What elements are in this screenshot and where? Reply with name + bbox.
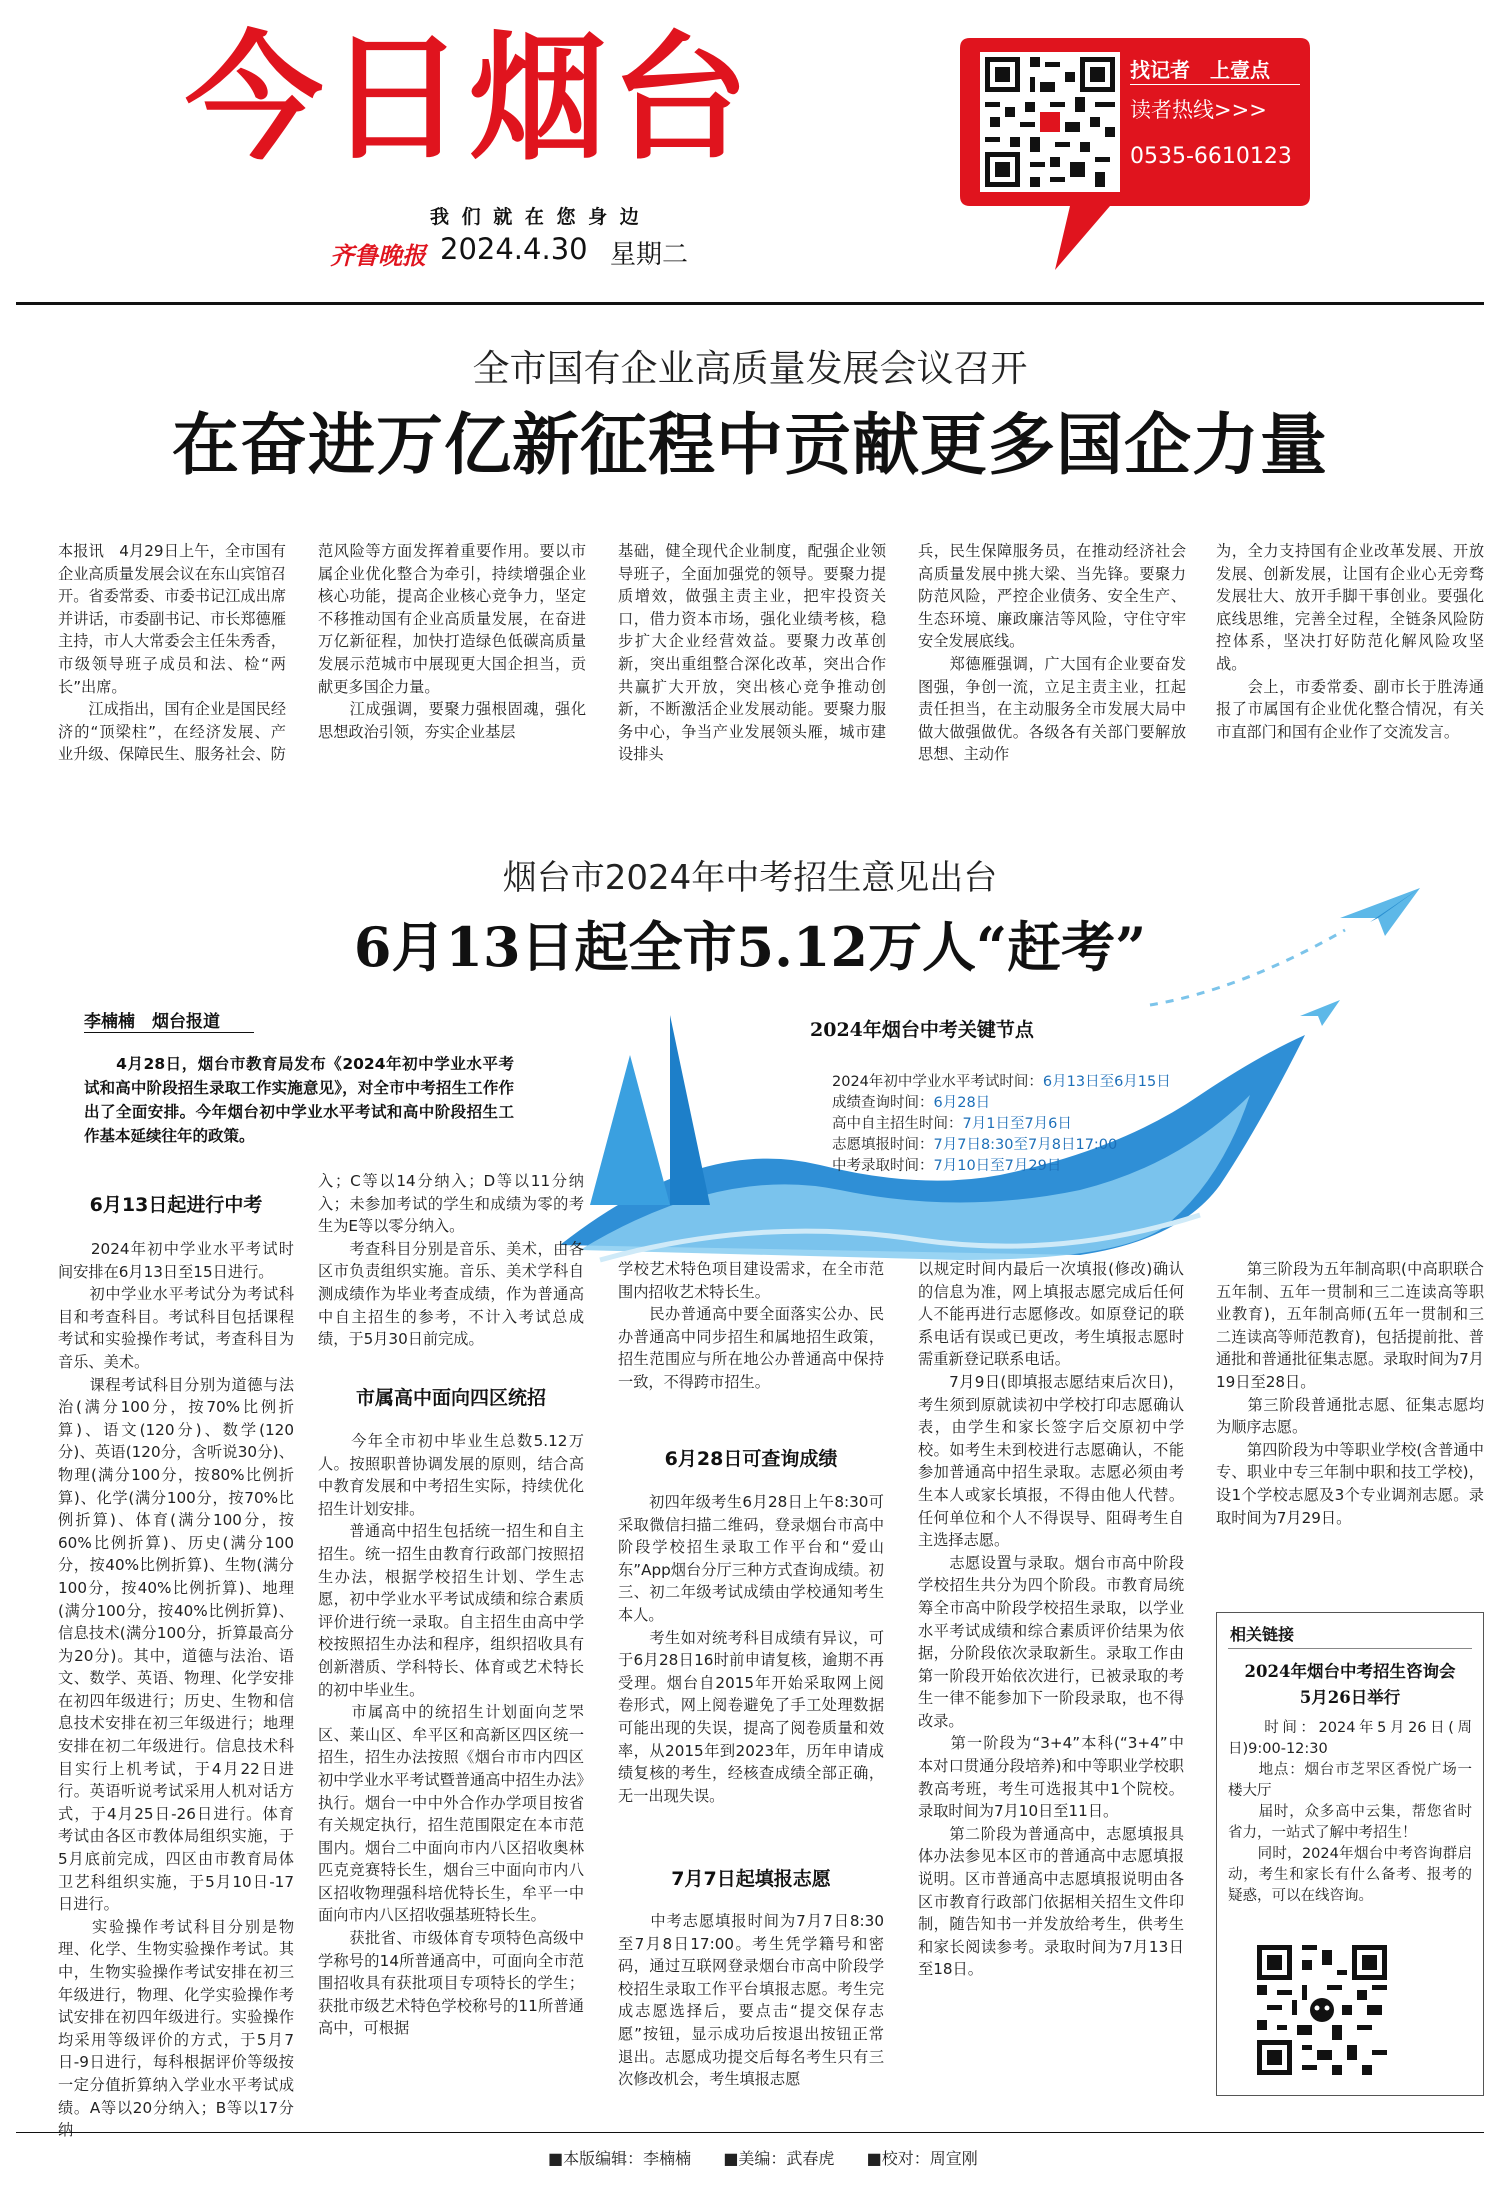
story2-kicker: 烟台市2024年中考招生意见出台 (502, 858, 998, 898)
story1-column-5: 为，全力支持国有企业改革发展、开放发展、创新发展，让国有企业心无旁骛发展壮大、放开手脚干事创业。要强化底线思维，完善全过程，全链条风险防控体系，坚决打好防范化解风险攻坚战。 会上，市委常委、副市长于胜涛通报了市属国有企业优化整合情况，有关市直部门和国有企业作了交流发言。 (1216, 542, 1484, 741)
bubble-divider (1130, 84, 1300, 85)
timeline-title: 2024年烟台中考关键节点 (810, 1019, 1034, 1041)
story2-column-4: 以规定时间内最后一次填报(修改)确认的信息为准，网上填报志愿完成后任何人不能再进行志愿修改。如原登记的联系电话有误或已更改，考生填报志愿时需重新登记联系电话。 7月9日(即填报志愿结束后次日)，考生须到原就读初中学校打印志愿确认表，由学生和家长签字后交原初中学校。如考生未到校进行志愿确认，不能参加普通高中招生录取。志愿必须由考生本人或家长填报，不得由他人代替。任何单位和个人不得误导、阻碍考生自主选择志愿。 志愿设置与录取。烟台市高中阶段学校招生共分为四个阶段。市教育局统筹全市高中阶段学校招生录取，以学业水平考试成绩和综合素质评价结果为依据，分阶段依次录取新生。录取工作由第一阶段开始依次进行，已被录取的考生一律不能参加下一阶段录取，也不得改录。 第一阶段为“3+4”本科(“3+4”中本对口贯通分段培养)和中等职业学校职教高考班，考生可选报其中1个院校。录取时间为7月10日至11日。 第二阶段为普通高中，志愿填报具体办法参见本区市的普通高中志愿填报说明。区市普通高中志愿填报说明由各区市教育行政部门依据相关招生文件印制，随告知书一并发放给考生，供考生和家长阅读参考。录取时间为7月13日至18日。 (918, 1260, 1184, 1979)
sidebar-title-2: 5月26日举行 (1299, 1688, 1401, 1707)
masthead (0, 0, 1500, 310)
subhead-application: 7月7日起填报志愿 (671, 1868, 831, 1890)
timeline-item (832, 1135, 1171, 1156)
timeline-item (832, 1156, 1171, 1177)
timeline-item-value: 6月13日至6月15日 (1042, 1074, 1171, 1090)
story2-column-3b: 初四年级考生6月28日上午8:30可采取微信扫描二维码，登录烟台市高中阶段学校招生录取工作平台和“爱山东”App烟台分厅三种方式查询成绩。初三、初二年级考试成绩由学校通知考生本人。 考生如对统考科目成绩有异议，可于6月28日16时前申请复核，逾期不再受理。烟台自2015年开始采取网上阅卷形式，网上阅卷避免了手工处理数据可能出现的失误，提高了阅卷质量和效率，从2015年到2023年，历年申请成绩复核的考生，经核查成绩全部正确，无一出现失误。 (618, 1493, 884, 1805)
story2-column-3a: 学校艺术特色项目建设需求，在全市范围内招收艺术特长生。 民办普通高中要全面落实公办、民办普通高中同步招生和属地招生政策，招生范围应与所在地公办普通高中保持一致，不得跨市招生。 (618, 1260, 884, 1391)
footer-designer: ■美编：武春虎 (723, 2149, 835, 2168)
footer-rule (16, 2132, 1484, 2133)
subhead-exam-date: 6月13日起进行中考 (89, 1194, 263, 1216)
story2-column-1: 2024年初中学业水平考试时间安排在6月13日至15日进行。 初中学业水平考试分为考试科目和考查科目。考试科目包括课程考试和实验操作考试，考查科目为音乐、美术。 课程考试科目分别为道德与法治(满分100分，按70%比例折算)、语文(120分)、数学(120分)、英语(120分，含听说30分)、物理(满分100分，按80%比例折算)、化学(满分100分，按70%比例折算)、体育(满分100分，按60%比例折算)、历史(满分100分，按40%比例折算)、生物(满分100分，按40%比例折算)、地理(满分100分，按40%比例折算)、信息技术(满分100分，折算最高分为20分)。其中，道德与法治、语文、数学、英语、物理、化学安排在初四年级进行；历史、生物和信息技术安排在初三年级进行；地理安排在初二年级进行。信息技术科目实行上机考试，于4月22日进行。英语听说考试采用人机对话方式，于4月25日-26日进行。体育考试由各区市教体局组织实施，于5月底前完成，四区由市教育局体卫艺科组织实施，于5月10日-17日进行。 实验操作考试科目分别是物理、化学、生物实验操作考试。其中，生物实验操作考试安排在初三年级进行，物理、化学实验操作考试安排在初四年级进行。实验操作均采用等级评价的方式，于5月7日-9日进行，每科根据评价等级按一定分值折算纳入学业水平考试成绩。A等以20分纳入；B等以17分纳 (58, 1240, 294, 2140)
timeline-item-label: 志愿填报时间： (832, 1137, 934, 1153)
sidebar-qr-code[interactable] (1252, 1940, 1392, 2080)
footer-credits (548, 2146, 978, 2169)
timeline-item-value: 7月10日至7月29日 (933, 1158, 1062, 1174)
byline-rule (84, 1032, 254, 1033)
masthead-qr-code[interactable] (980, 52, 1120, 192)
reporter-label: 找记者 上壹点 (1130, 58, 1270, 82)
story1-column-1: 本报讯 4月29日上午，全市国有企业高质量发展会议在东山宾馆召开。省委常委、市委书记江成出席并讲话，市委副书记、市长郑德雁主持，市人大常委会主任朱秀香，市级领导班子成员和法、检“两长”出席。 江成指出，国有企业是国民经济的“顶梁柱”，在经济发展、产业升级、保障民生、服务社会、防 (58, 542, 286, 764)
timeline-item-label: 中考录取时间： (832, 1158, 934, 1174)
story2-headline: 6月13日起全市5.12万人“赶考” (353, 915, 1147, 979)
sidebar-body: 时间：2024年5月26日(周日)9:00-12:30 地点：烟台市芝罘区香悦广场一楼大厅 届时，众多高中云集，帮您省时省力，一站式了解中考招生！ 同时，2024年烟台中考咨询群启动，考生和家长有什么备考、报考的疑惑，可以在线咨询。 (1228, 1720, 1472, 1904)
masthead-title: 今日烟台 (185, 16, 754, 179)
paper-name: 齐鲁晚报 (330, 241, 426, 270)
subhead-four-districts: 市属高中面向四区统招 (355, 1387, 546, 1409)
story1-headline: 在奋进万亿新征程中贡献更多国企力量 (172, 405, 1328, 484)
story2-column-5: 第三阶段为五年制高职(中高职联合五年制、五年一贯制和三二连读高等职业教育)，五年制高师(五年一贯制和三二连读高等师范教育)，包括提前批、普通批和普通批征集志愿。录取时间为7月19日至28日。 第三阶段普通批志愿、征集志愿均为顺序志愿。 第四阶段为中等职业学校(含普通中专、职业中专三年制中职和技工学校)，设1个学校志愿及3个专业调剂志愿。录取时间为7月29日。 (1216, 1260, 1484, 1527)
timeline-item-value: 7月7日8:30至7月8日17:00 (933, 1137, 1118, 1153)
story1-kicker: 全市国有企业高质量发展会议召开 (472, 347, 1028, 390)
subhead-score-query: 6月28日可查询成绩 (664, 1448, 838, 1470)
timeline-item-value: 7月1日至7月6日 (962, 1116, 1072, 1132)
timeline-item-label: 成绩查询时间： (832, 1095, 934, 1111)
timeline-item-label: 2024年初中学业水平考试时间： (832, 1074, 1043, 1090)
issue-weekday: 星期二 (610, 240, 689, 270)
masthead-slogan: 我 们 就 在 您 身 边 (430, 206, 642, 228)
story2-column-2a: 入；C等以14分纳入；D等以11分纳入；未参加考试的学生和成绩为零的考生为E等以零分纳入。 考查科目分别是音乐、美术，由各区市负责组织实施。音乐、美术学科自测成绩作为毕业考查成绩，作为普通高中自主招生的参考，不计入考试总成绩，于5月30日前完成。 (318, 1172, 584, 1349)
timeline-item-value: 6月28日 (933, 1095, 991, 1111)
story2-byline: 李楠楠 烟台报道 (84, 1012, 220, 1032)
timeline-item (832, 1072, 1171, 1093)
timeline-list (832, 1072, 1171, 1177)
story1-column-3: 基础，健全现代企业制度，配强企业领导班子，全面加强党的领导。要聚力提质增效，做强主责主业，把牢投资关口，借力资本市场，强化业绩考核，稳步扩大企业经营效益。要聚力改革创新，突出重组整合深化改革，突出合作共赢扩大开放，突出核心竞争推动创新，不断激活企业发展动能。要聚力服务中心，争当产业发展领头雁，城市建设排头 (618, 542, 886, 764)
timeline-item-label: 高中自主招生时间： (832, 1116, 963, 1132)
issue-date: 2024.4.30 (440, 232, 588, 266)
story1-column-2: 范风险等方面发挥着重要作用。要以市属企业优化整合为牵引，持续增强企业核心功能，提高企业核心竞争力，坚定不移推动国有企业高质量发展，在奋进万亿新征程，加快打造绿色低碳高质量发展示范城市中展现更大国企担当，贡献更多国企力量。 江成强调，要聚力强根固魂，强化思想政治引领，夯实企业基层 (318, 542, 586, 741)
related-link-label: 相关链接 (1230, 1625, 1295, 1644)
timeline-item (832, 1093, 1171, 1114)
related-link-rule (1228, 1648, 1472, 1649)
footer-proofreader: ■校对：周宣刚 (866, 2149, 978, 2168)
story2-column-3c: 中考志愿填报时间为7月7日8:30至7月8日17:00。考生凭学籍号和密码，通过互联网登录烟台市高中阶段学校招生录取工作平台填报志愿。考生完成志愿选择后，要点击“提交保存志愿”按钮，显示成功后按退出按钮正常退出。志愿成功提交后每名考生只有三次修改机会，考生填报志愿 (618, 1912, 884, 2089)
story2-column-2b: 今年全市初中毕业生总数5.12万人。按照职普协调发展的原则，结合高中教育发展和中考招生实际，持续优化招生计划安排。 普通高中招生包括统一招生和自主招生。统一招生由教育行政部门按照招生办法，根据学校招生计划、学生志愿，初中学业水平考试成绩和综合素质评价进行统一录取。自主招生由高中学校按照招生办法和程序，组织招收具有创新潜质、学科特长、体育或艺术特长的初中毕业生。 市属高中的统招生计划面向芝罘区、莱山区、牟平区和高新区四区统一招生，招生办法按照《烟台市市内四区初中学业水平考试暨普通高中招生办法》执行。烟台一中中外合作办学项目按省有关规定执行，招生范围限定在本市范围内。烟台二中面向市内八区招收奥林匹克竞赛特长生，烟台三中面向市内八区招收物理强科培优特长生，牟平一中面向市内八区招收强基班特长生。 获批省、市级体育专项特色高级中学称号的14所普通高中，可面向全市范围招收具有获批项目专项特长的学生；获批市级艺术特色学校称号的11所普通高中，可根据 (318, 1432, 584, 2038)
dashed-flight-path (1150, 920, 1350, 1010)
masthead-rule (16, 302, 1484, 305)
story1-column-4: 兵，民生保障服务员，在推动经济社会高质量发展中挑大梁、当先锋。要聚力防范风险，严控企业债务、安全生产、生态环境、廉政廉洁等风险，守住守牢安全发展底线。 郑德雁强调，广大国有企业要奋发图强，争创一流，立足主责主业，扛起责任担当，在主动服务全市发展大局中做大做强做优。各级各有关部门要解放思想、主动作 (918, 542, 1186, 764)
footer-editor: ■本版编辑：李楠楠 (548, 2149, 692, 2168)
sidebar-title-1: 2024年烟台中考招生咨询会 (1244, 1662, 1456, 1681)
timeline-item (832, 1114, 1171, 1135)
hotline-number[interactable]: 0535-6610123 (1130, 144, 1292, 169)
hotline-label: 读者热线>>> (1130, 98, 1267, 122)
paper-plane-icon (1340, 888, 1420, 938)
story2-lead: 4月28日，烟台市教育局发布《2024年初中学业水平考试和高中阶段招生录取工作实施意见》，对全市中考招生工作作出了全面安排。今年烟台初中学业水平考试和高中阶段招生工作基本延续往年的政策。 (84, 1055, 514, 1145)
